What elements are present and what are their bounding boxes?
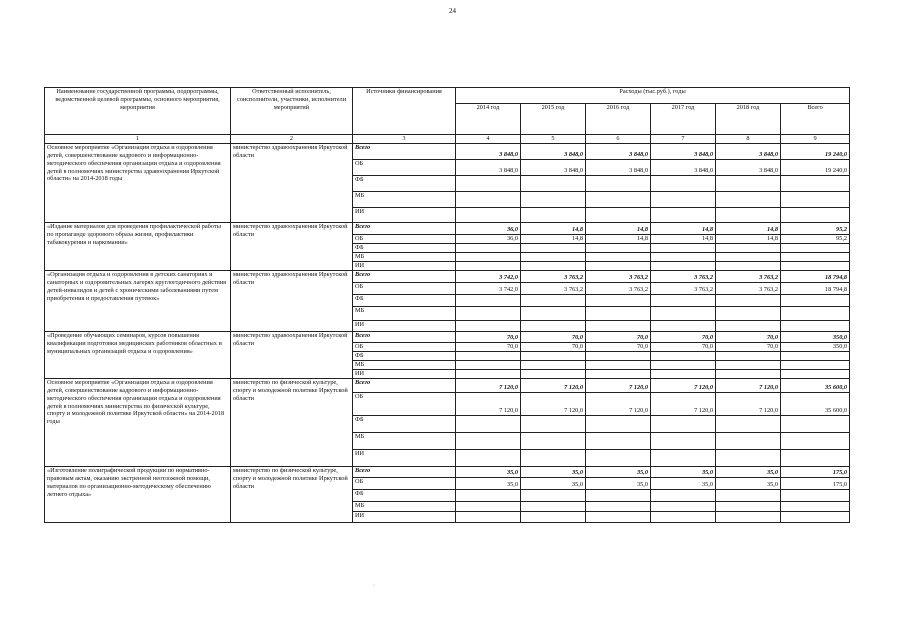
year-value — [716, 370, 781, 379]
total-value — [781, 512, 850, 523]
total-value — [781, 208, 850, 223]
year-value: 3 763,2 — [586, 271, 651, 283]
executor-name: министерство здравоохранения Иркутской области — [231, 332, 353, 379]
funding-source: ИИ — [353, 321, 456, 332]
funding-source: ИИ — [353, 512, 456, 523]
total-value: 350,0 — [781, 343, 850, 352]
total-value — [781, 262, 850, 271]
year-value — [521, 352, 586, 361]
year-value: 70,0 — [716, 332, 781, 343]
executor-name: министерство здравоохранения Иркутской области — [231, 223, 353, 271]
year-value — [651, 176, 716, 192]
funding-source: ФБ — [353, 244, 456, 253]
year-value — [716, 490, 781, 502]
total-value — [781, 253, 850, 262]
header-year-2018: 2018 год — [716, 104, 781, 135]
table-row — [45, 223, 850, 235]
year-value — [456, 450, 521, 467]
table-row — [45, 379, 850, 393]
executor-name: министерство здравоохранения Иркутской области — [231, 271, 353, 332]
year-value — [456, 361, 521, 370]
header-year-2016: 2016 год — [586, 104, 651, 135]
year-value — [586, 244, 651, 253]
funding-source: МБ — [353, 502, 456, 512]
year-value — [586, 307, 651, 321]
funding-source: ИИ — [353, 370, 456, 379]
year-value: 70,0 — [586, 343, 651, 352]
year-value — [651, 253, 716, 262]
year-value: 35,0 — [456, 478, 521, 490]
budget-table — [44, 87, 850, 523]
year-value: 3 848,0 — [456, 144, 521, 160]
year-value — [456, 208, 521, 223]
year-value — [651, 295, 716, 307]
year-value — [586, 295, 651, 307]
year-value — [586, 450, 651, 467]
year-value — [716, 262, 781, 271]
year-value: 3 763,2 — [716, 271, 781, 283]
activity-name: «Издание материалов для проведения профилактической работы по пропаганде здорового образа жизни, профилактики табакокурения и наркомании» — [45, 223, 231, 271]
total-value — [781, 192, 850, 208]
funding-source: ОБ — [353, 235, 456, 244]
total-value: 35 600,0 — [781, 393, 850, 416]
year-value: 70,0 — [521, 343, 586, 352]
year-value — [521, 370, 586, 379]
year-value: 3 763,2 — [651, 271, 716, 283]
year-value: 70,0 — [456, 343, 521, 352]
year-value — [651, 262, 716, 271]
year-value: 7 120,0 — [586, 393, 651, 416]
column-number: 5 — [521, 135, 586, 144]
year-value — [521, 176, 586, 192]
table-row — [45, 271, 850, 283]
year-value — [651, 512, 716, 523]
year-value: 3 848,0 — [716, 160, 781, 176]
total-value — [781, 321, 850, 332]
table-row — [45, 467, 850, 478]
total-value: 18 794,8 — [781, 283, 850, 295]
year-value — [456, 262, 521, 271]
header-name-column: Наименование государственной программы, подпрограммы, ведомственной целевой программы, основного мероприятия, мероприятия — [45, 88, 231, 135]
executor-name: министерство по физической культуре, спорту и молодежной политике Иркутской области — [231, 467, 353, 523]
funding-source: Всего — [353, 379, 456, 393]
funding-source: МБ — [353, 192, 456, 208]
year-value: 7 120,0 — [586, 379, 651, 393]
year-value — [456, 253, 521, 262]
year-value — [456, 295, 521, 307]
funding-source: ФБ — [353, 490, 456, 502]
year-value — [521, 244, 586, 253]
executor-name: министерство здравоохранения Иркутской области — [231, 144, 353, 223]
year-value: 35,0 — [716, 467, 781, 478]
activity-name: «Организация отдыха и оздоровления в детских санаториях и санаторных и оздоровительных лагерях круглогодичного действия детей-инвалидов и детей с хроническими заболеваниями путем приобретения и предоставления путевок» — [45, 271, 231, 332]
total-value: 175,0 — [781, 467, 850, 478]
year-value — [716, 208, 781, 223]
executor-name: министерство по физической культуре, спорту и молодежной политике Иркутской области — [231, 379, 353, 467]
funding-source: ИИ — [353, 208, 456, 223]
year-value — [521, 502, 586, 512]
year-value — [456, 433, 521, 450]
year-value — [456, 416, 521, 433]
year-value: 3 848,0 — [521, 144, 586, 160]
year-value: 3 742,0 — [456, 271, 521, 283]
funding-source: Всего — [353, 467, 456, 478]
year-value — [586, 502, 651, 512]
header-source-column: Источники финансирования — [353, 88, 456, 135]
page-number: 24 — [449, 7, 456, 15]
year-value — [716, 295, 781, 307]
funding-source: ФБ — [353, 295, 456, 307]
total-value: 95,2 — [781, 235, 850, 244]
year-value — [716, 352, 781, 361]
year-value — [521, 295, 586, 307]
year-value: 35,0 — [456, 467, 521, 478]
year-value — [521, 416, 586, 433]
column-number: 8 — [716, 135, 781, 144]
year-value — [716, 321, 781, 332]
header-total: Всего — [781, 104, 850, 135]
total-value: 350,0 — [781, 332, 850, 343]
year-value: 14,8 — [521, 235, 586, 244]
total-value — [781, 295, 850, 307]
funding-source: Всего — [353, 271, 456, 283]
column-number: 7 — [651, 135, 716, 144]
year-value — [716, 176, 781, 192]
activity-name: Основное мероприятие «Организация отдыха и оздоровления детей, совершенствование кадрового и информационно-методического обеспечения организации отдыха и оздоровления детей в полномочиях министерства по физической культуре, спорту и молодежной политике Иркутской области» на 2014-2018 годы — [45, 379, 231, 467]
year-value — [716, 361, 781, 370]
year-value — [521, 307, 586, 321]
year-value — [456, 490, 521, 502]
total-value: 18 794,8 — [781, 271, 850, 283]
funding-source: ФБ — [353, 416, 456, 433]
year-value — [521, 208, 586, 223]
total-value: 35 600,0 — [781, 379, 850, 393]
header-year-2015: 2015 год — [521, 104, 586, 135]
year-value: 7 120,0 — [716, 393, 781, 416]
year-value — [586, 208, 651, 223]
year-value — [716, 450, 781, 467]
year-value — [651, 244, 716, 253]
year-value — [651, 208, 716, 223]
year-value — [586, 262, 651, 271]
year-value — [521, 490, 586, 502]
year-value — [586, 361, 651, 370]
year-value — [456, 321, 521, 332]
year-value — [521, 433, 586, 450]
year-value — [456, 370, 521, 379]
year-value: 14,8 — [716, 235, 781, 244]
total-value — [781, 307, 850, 321]
funding-source: ОБ — [353, 393, 456, 416]
year-value: 3 848,0 — [456, 160, 521, 176]
year-value: 7 120,0 — [716, 379, 781, 393]
year-value — [586, 512, 651, 523]
funding-source: ОБ — [353, 343, 456, 352]
year-value: 3 742,0 — [456, 283, 521, 295]
total-value: 95,2 — [781, 223, 850, 235]
year-value: 14,8 — [651, 223, 716, 235]
year-value: 70,0 — [651, 343, 716, 352]
year-value — [651, 352, 716, 361]
year-value: 14,8 — [586, 223, 651, 235]
year-value: 35,0 — [651, 467, 716, 478]
year-value: 14,8 — [716, 223, 781, 235]
year-value: 7 120,0 — [456, 379, 521, 393]
year-value: 7 120,0 — [521, 393, 586, 416]
total-value — [781, 450, 850, 467]
funding-source: МБ — [353, 361, 456, 370]
table-row — [45, 144, 850, 160]
year-value — [456, 244, 521, 253]
footer-mark: · — [373, 583, 375, 589]
year-value: 14,8 — [521, 223, 586, 235]
activity-name: «Изготовление полиграфической продукции по нормативно-правовым актам, оказанию экстренной неотложной помощи, материалов по организационно-методическому обеспечению летнего отдыха» — [45, 467, 231, 523]
year-value: 7 120,0 — [651, 393, 716, 416]
header-expenses-column: Расходы (тыс.руб.), годы — [456, 88, 850, 104]
year-value — [716, 502, 781, 512]
year-value — [456, 352, 521, 361]
year-value — [651, 490, 716, 502]
year-value: 35,0 — [651, 478, 716, 490]
year-value: 3 848,0 — [651, 144, 716, 160]
header-executor-column: Ответственный исполнитель, соисполнители, участники, исполнители мероприятий — [231, 88, 353, 135]
year-value: 70,0 — [521, 332, 586, 343]
year-value: 3 848,0 — [586, 160, 651, 176]
year-value: 35,0 — [716, 478, 781, 490]
year-value — [651, 361, 716, 370]
year-value — [651, 502, 716, 512]
year-value: 7 120,0 — [521, 379, 586, 393]
year-value — [586, 416, 651, 433]
year-value — [586, 433, 651, 450]
year-value — [651, 450, 716, 467]
funding-source: ОБ — [353, 160, 456, 176]
total-value — [781, 433, 850, 450]
column-number: 1 — [45, 135, 231, 144]
year-value — [521, 253, 586, 262]
year-value — [521, 321, 586, 332]
total-value — [781, 244, 850, 253]
year-value: 70,0 — [586, 332, 651, 343]
year-value — [586, 321, 651, 332]
year-value — [716, 307, 781, 321]
year-value — [586, 370, 651, 379]
funding-source: Всего — [353, 144, 456, 160]
year-value: 14,8 — [586, 235, 651, 244]
year-value — [521, 361, 586, 370]
year-value: 36,0 — [456, 235, 521, 244]
funding-source: ОБ — [353, 283, 456, 295]
total-value — [781, 490, 850, 502]
year-value: 3 848,0 — [651, 160, 716, 176]
funding-source: ОБ — [353, 478, 456, 490]
funding-source: Всего — [353, 223, 456, 235]
total-value — [781, 416, 850, 433]
column-number: 3 — [353, 135, 456, 144]
year-value — [521, 192, 586, 208]
year-value: 35,0 — [521, 478, 586, 490]
year-value: 3 763,2 — [716, 283, 781, 295]
year-value — [651, 321, 716, 332]
total-value — [781, 370, 850, 379]
funding-source: ИИ — [353, 262, 456, 271]
year-value: 14,8 — [651, 235, 716, 244]
year-value — [586, 253, 651, 262]
total-value — [781, 352, 850, 361]
total-value: 175,0 — [781, 478, 850, 490]
year-value: 35,0 — [521, 467, 586, 478]
year-value — [521, 450, 586, 467]
column-number-row — [45, 135, 850, 144]
column-number: 9 — [781, 135, 850, 144]
year-value: 3 848,0 — [521, 160, 586, 176]
year-value: 70,0 — [716, 343, 781, 352]
year-value: 3 763,2 — [586, 283, 651, 295]
funding-source: МБ — [353, 433, 456, 450]
year-value: 70,0 — [456, 332, 521, 343]
activity-name: «Проведение обучающих семинаров, курсов повышения квалификации подготовки медицинских работников областных и муниципальных организаций отдыха и оздоровления» — [45, 332, 231, 379]
year-value — [716, 416, 781, 433]
year-value: 7 120,0 — [651, 379, 716, 393]
year-value: 3 763,2 — [651, 283, 716, 295]
total-value — [781, 502, 850, 512]
year-value: 3 848,0 — [716, 144, 781, 160]
year-value — [651, 307, 716, 321]
year-value: 36,0 — [456, 223, 521, 235]
table-row — [45, 332, 850, 343]
year-value — [651, 416, 716, 433]
total-value — [781, 361, 850, 370]
total-value — [781, 176, 850, 192]
year-value — [716, 192, 781, 208]
year-value: 35,0 — [586, 478, 651, 490]
year-value — [586, 352, 651, 361]
year-value: 3 763,2 — [521, 283, 586, 295]
year-value — [521, 512, 586, 523]
year-value — [586, 490, 651, 502]
year-value — [651, 433, 716, 450]
column-number: 4 — [456, 135, 521, 144]
column-number: 6 — [586, 135, 651, 144]
year-value: 3 763,2 — [521, 271, 586, 283]
table-body — [45, 144, 850, 523]
total-value: 19 240,0 — [781, 160, 850, 176]
funding-source: ИИ — [353, 450, 456, 467]
header-year-2014: 2014 год — [456, 104, 521, 135]
activity-name: Основное мероприятие «Организация отдыха и оздоровления детей, совершенствование кадрового и информационно-методического обеспечения организации отдыха и оздоровления детей в полномочиях министерства здравоохранения Иркутской области» на 2014-2018 годы — [45, 144, 231, 223]
year-value — [456, 307, 521, 321]
year-value — [651, 370, 716, 379]
year-value — [456, 192, 521, 208]
funding-source: МБ — [353, 253, 456, 262]
year-value — [716, 244, 781, 253]
column-number: 2 — [231, 135, 353, 144]
year-value — [456, 512, 521, 523]
year-value — [716, 433, 781, 450]
header-year-2017: 2017 год — [651, 104, 716, 135]
funding-source: ФБ — [353, 352, 456, 361]
year-value — [456, 502, 521, 512]
funding-source: ФБ — [353, 176, 456, 192]
total-value: 19 240,0 — [781, 144, 850, 160]
year-value — [716, 253, 781, 262]
year-value — [716, 512, 781, 523]
year-value: 70,0 — [651, 332, 716, 343]
year-value — [456, 176, 521, 192]
funding-source: Всего — [353, 332, 456, 343]
year-value: 3 848,0 — [586, 144, 651, 160]
year-value: 35,0 — [586, 467, 651, 478]
year-value — [521, 262, 586, 271]
funding-source: МБ — [353, 307, 456, 321]
year-value — [651, 192, 716, 208]
year-value: 7 120,0 — [456, 393, 521, 416]
year-value — [586, 192, 651, 208]
year-value — [586, 176, 651, 192]
